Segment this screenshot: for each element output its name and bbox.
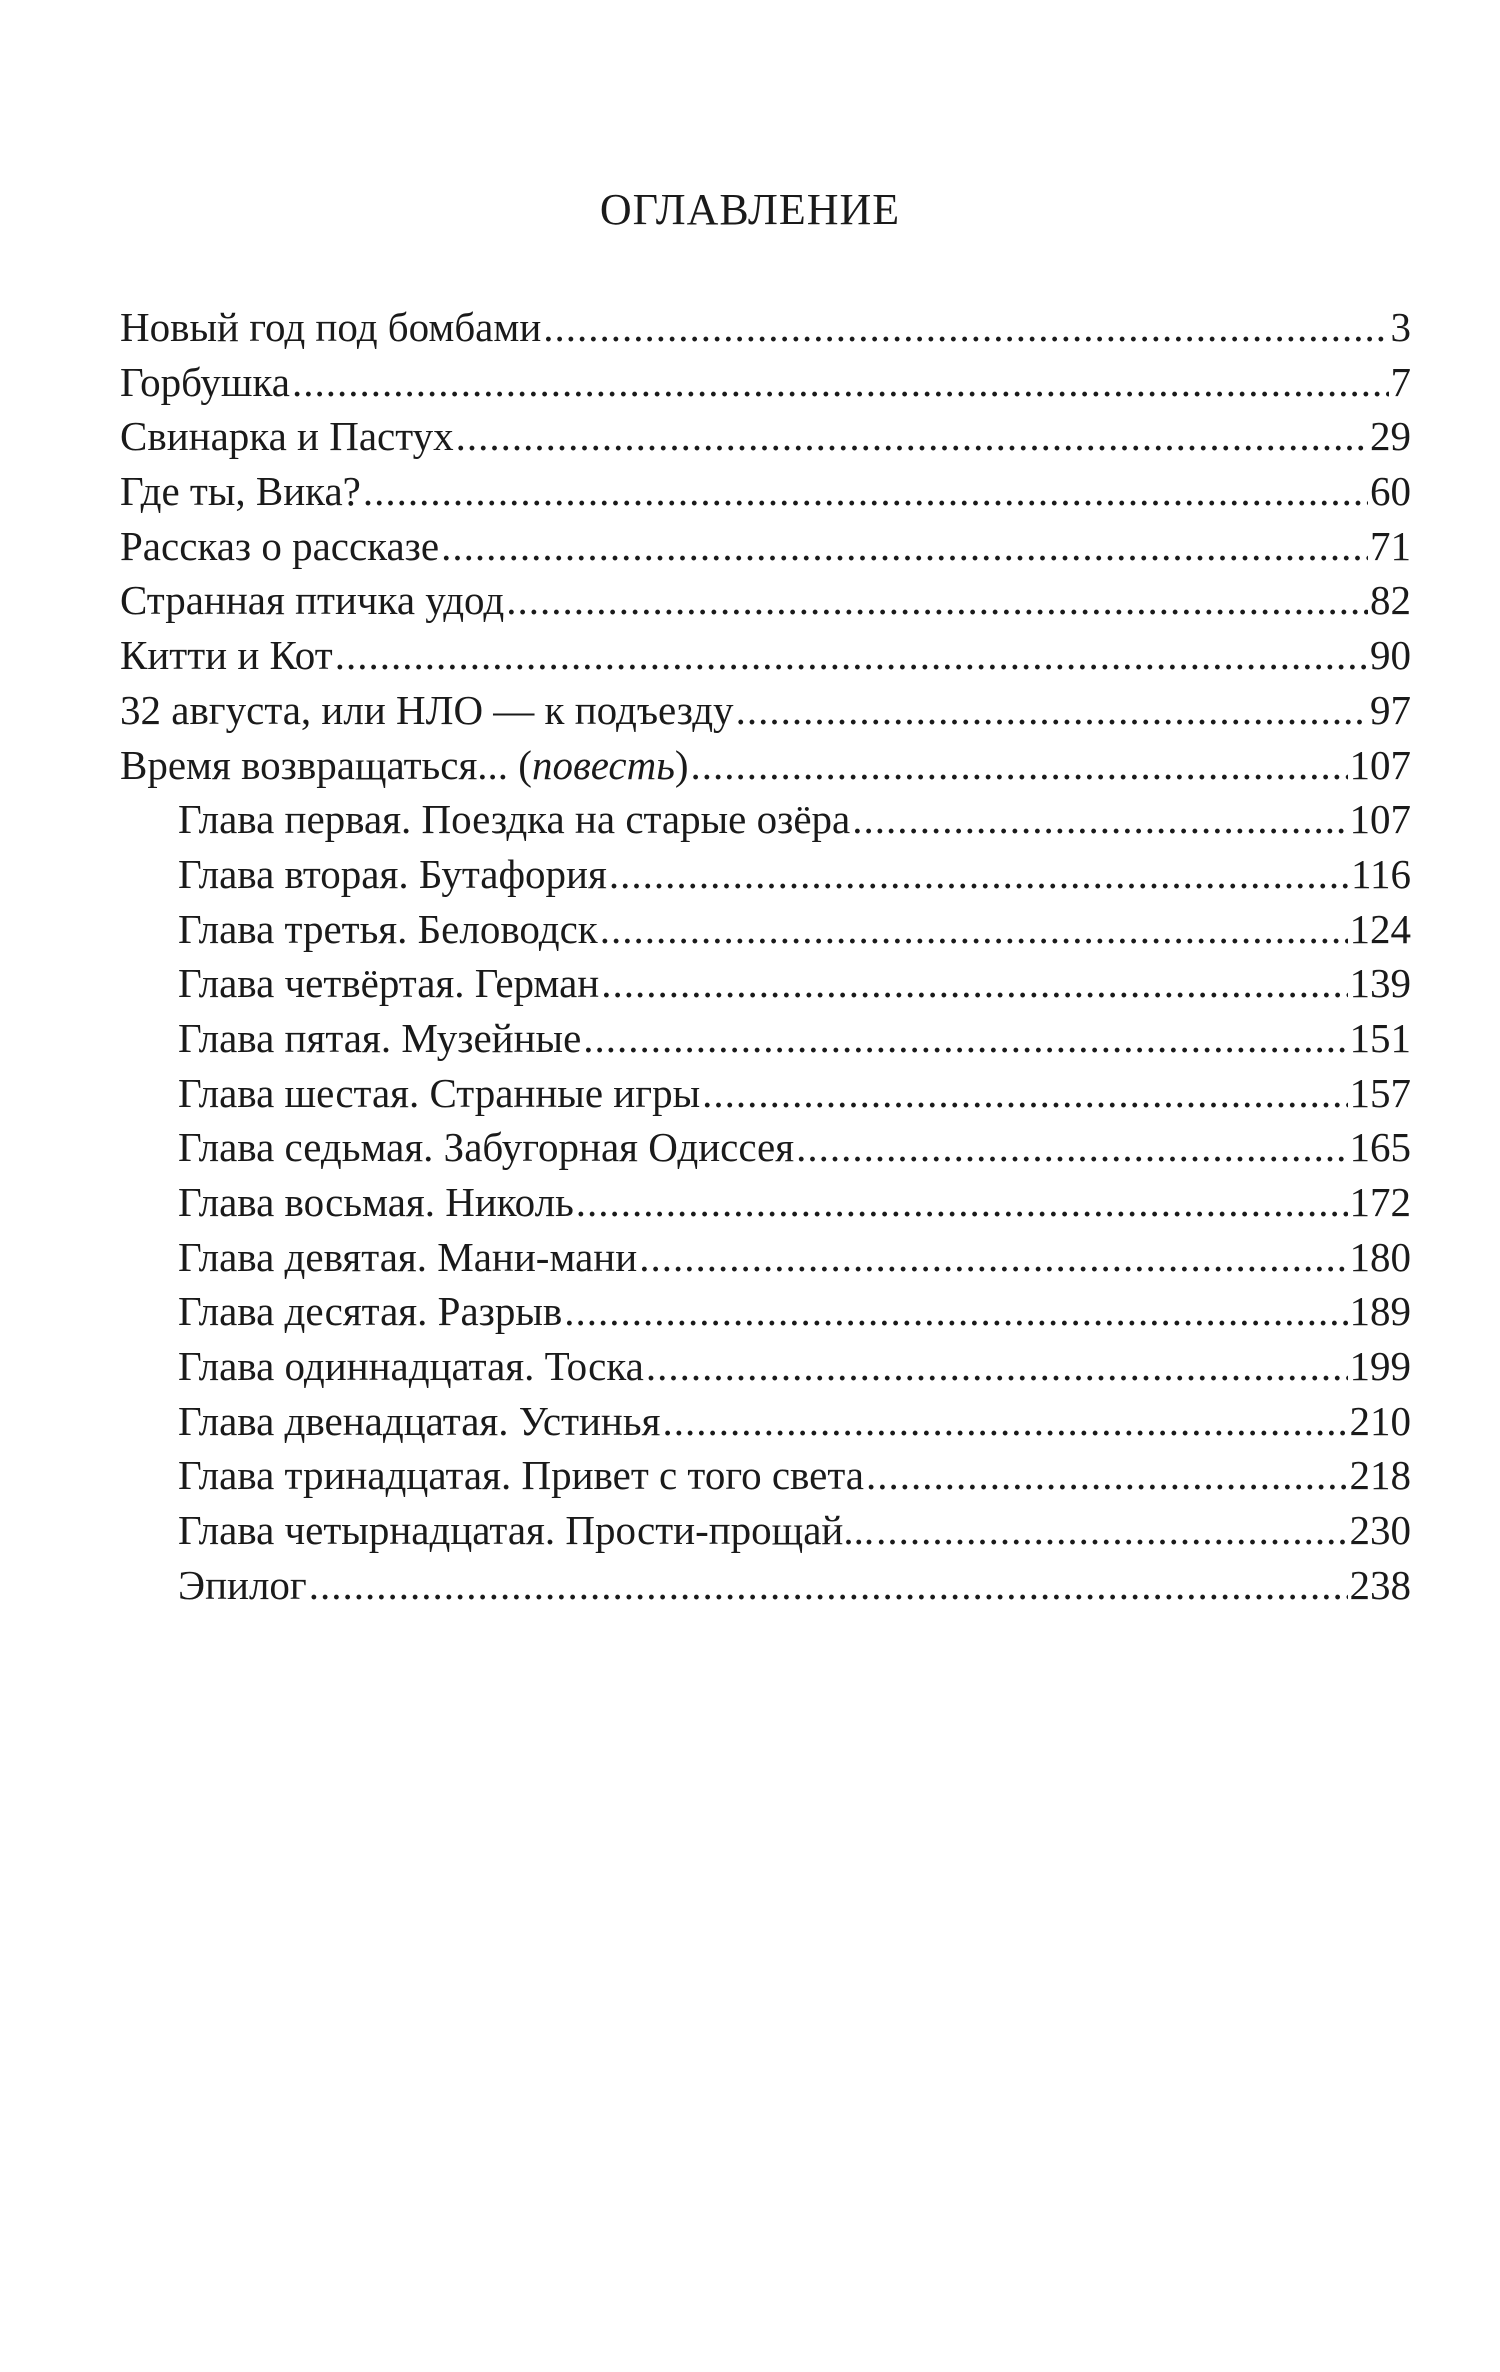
toc-entry-chapter	[120, 847, 1411, 902]
toc-entry-chapter	[120, 1230, 1411, 1285]
toc-entry-page: 107	[1349, 796, 1411, 843]
dot-leader	[335, 628, 1368, 683]
toc-entry-chapter	[120, 1011, 1411, 1066]
dot-leader	[876, 1503, 1347, 1558]
dot-leader	[601, 956, 1347, 1011]
toc-entry-page: 97	[1370, 686, 1411, 733]
toc-entry-story	[120, 464, 1411, 519]
toc-entry-chapter	[120, 1339, 1411, 1394]
toc-entry-title-main: Время возвращаться... (	[120, 741, 532, 788]
dot-leader	[702, 1066, 1347, 1121]
toc-entry-page: 71	[1370, 522, 1411, 569]
toc-entry-story	[120, 573, 1411, 628]
toc-entry-title: Новый год под бомбами	[120, 304, 542, 350]
toc-entry-chapter	[120, 1284, 1411, 1339]
dot-leader	[609, 847, 1349, 902]
toc-entry-page: 157	[1349, 1069, 1411, 1116]
dot-leader	[576, 1175, 1348, 1230]
dot-leader	[543, 300, 1388, 355]
toc-entry-page: 189	[1349, 1288, 1411, 1335]
dot-leader	[363, 464, 1368, 519]
toc-entry-epilogue	[120, 1558, 1411, 1613]
toc-entry-story	[120, 300, 1411, 355]
toc-entry-title: Глава тринадцатая. Привет с того света	[178, 1452, 864, 1499]
toc-entry-title: Глава шестая. Странные игры	[178, 1069, 701, 1116]
toc-entry-title: Глава третья. Беловодск	[178, 905, 598, 952]
toc-entry-page: 165	[1349, 1124, 1411, 1171]
toc-entry-title: Китти и Кот	[120, 632, 333, 679]
dot-leader	[506, 573, 1368, 628]
toc-entry-title: Странная птичка удод	[120, 577, 505, 624]
toc-entry-title: Горбушка	[120, 358, 290, 405]
dot-leader	[441, 519, 1368, 574]
toc-entry-page: 3	[1390, 304, 1411, 350]
dot-leader	[639, 1230, 1347, 1285]
toc-entry-story	[120, 683, 1411, 738]
toc-entry-title: Глава восьмая. Николь	[178, 1179, 574, 1225]
dot-leader	[583, 1011, 1347, 1066]
dot-leader	[646, 1339, 1348, 1394]
toc-entry-title-close: )	[674, 741, 689, 788]
toc-entry-title: Эпилог	[178, 1561, 307, 1608]
toc-entry-page: 230	[1349, 1507, 1411, 1554]
toc-entry-chapter	[120, 1120, 1411, 1175]
toc-entry-chapter	[120, 1066, 1411, 1121]
toc-entry-chapter	[120, 1175, 1411, 1230]
toc-entry-title: Глава девятая. Мани-мани	[178, 1233, 638, 1280]
toc-entry-page: 29	[1370, 413, 1411, 460]
toc-entry-page: 82	[1370, 577, 1411, 624]
toc-entry-page: 139	[1349, 960, 1411, 1007]
toc-entry-page: 107	[1349, 741, 1411, 788]
toc-entry-page: 172	[1349, 1179, 1411, 1225]
toc-entry-story	[120, 355, 1411, 410]
dot-leader	[662, 1394, 1347, 1449]
toc-entry-chapter	[120, 1394, 1411, 1449]
toc-entry-chapter	[120, 1448, 1411, 1503]
toc-entry-chapter	[120, 902, 1411, 957]
dot-leader	[796, 1120, 1347, 1175]
toc-entry-page: 151	[1349, 1014, 1411, 1061]
toc-entry-genre-italic: повесть	[531, 741, 675, 788]
toc-entry-page: 116	[1351, 850, 1411, 897]
toc-entry-chapter	[120, 792, 1411, 847]
toc-entry-title: Глава десятая. Разрыв	[178, 1288, 563, 1335]
toc-entry-title	[120, 738, 689, 793]
toc-entry-page: 210	[1349, 1397, 1411, 1444]
toc-entry-story	[120, 628, 1411, 683]
toc-entry-page: 199	[1349, 1343, 1411, 1390]
toc-entry-page: 7	[1390, 358, 1411, 405]
toc-entry-title: Свинарка и Пастух	[120, 413, 454, 460]
dot-leader	[309, 1558, 1348, 1613]
toc-entry-title: Рассказ о рассказе	[120, 522, 440, 569]
toc-entry-title: 32 августа, или НЛО — к подъезду	[120, 686, 734, 733]
page-title: ОГЛАВЛЕНИЕ	[599, 185, 901, 234]
table-of-contents	[120, 300, 1411, 1613]
dot-leader	[600, 902, 1348, 957]
dot-leader	[866, 1448, 1348, 1503]
toc-entry-title: Глава пятая. Музейные	[178, 1014, 582, 1061]
toc-entry-title: Глава седьмая. Забугорная Одиссея	[178, 1124, 795, 1171]
toc-entry-chapter	[120, 956, 1411, 1011]
dot-leader	[292, 355, 1389, 410]
toc-entry-novella	[120, 738, 1411, 793]
toc-entry-story	[120, 519, 1411, 574]
toc-entry-page: 60	[1370, 468, 1411, 515]
toc-entry-title: Где ты, Вика?	[120, 468, 361, 515]
toc-entry-title: Глава двенадцатая. Устинья	[178, 1397, 661, 1444]
dot-leader	[691, 738, 1348, 793]
toc-entry-page: 218	[1349, 1452, 1411, 1499]
toc-entry-page: 180	[1349, 1233, 1411, 1280]
toc-entry-title: Глава четырнадцатая. Прости-прощай...	[178, 1507, 875, 1554]
dot-leader	[456, 409, 1368, 464]
toc-entry-chapter	[120, 1503, 1411, 1558]
dot-leader	[852, 792, 1347, 847]
toc-entry-title: Глава одиннадцатая. Тоска	[178, 1343, 644, 1390]
toc-entry-story	[120, 409, 1411, 464]
toc-entry-title: Глава вторая. Бутафория	[178, 850, 607, 897]
toc-entry-page: 90	[1370, 632, 1411, 679]
toc-entry-title: Глава четвёртая. Герман	[178, 960, 600, 1007]
toc-entry-title: Глава первая. Поездка на старые озёра	[178, 796, 851, 843]
dot-leader	[564, 1284, 1347, 1339]
dot-leader	[736, 683, 1368, 738]
toc-entry-page: 238	[1349, 1561, 1411, 1608]
toc-entry-page: 124	[1349, 905, 1411, 952]
